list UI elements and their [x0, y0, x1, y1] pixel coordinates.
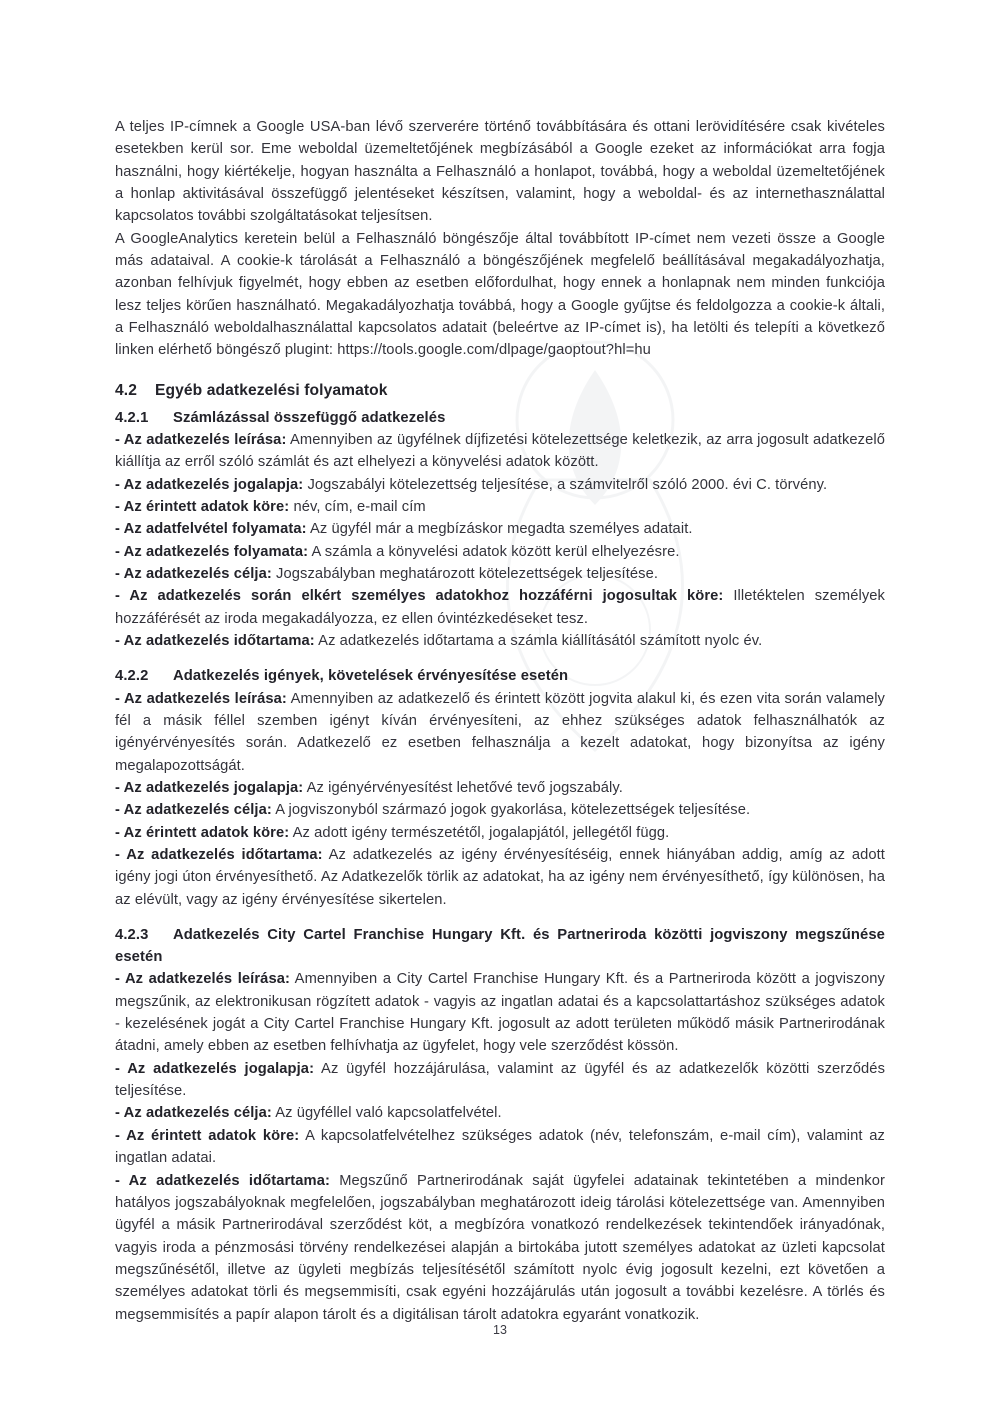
item-adatkezeles-jogalapja — [115, 777, 885, 799]
item-erintett-adatok-kore — [115, 496, 885, 518]
item-label: - Az adatkezelés jogalapja: — [115, 1060, 315, 1077]
item-text: név, cím, e-mail cím — [289, 499, 426, 515]
item-label: - Az adatkezelés időtartama: — [115, 633, 315, 650]
item-adatkezeles-leirasa — [115, 688, 885, 777]
item-label: - Az adatkezelés folyamata: — [115, 543, 309, 560]
item-label: - Az adatkezelés időtartama: — [115, 1172, 330, 1189]
subsection-title: Adatkezelés City Cartel Franchise Hungary Kft. és Partneriroda közötti jogviszony megszűnése esetén — [115, 927, 885, 966]
section-heading-4-2 — [115, 382, 885, 400]
subsection-number: 4.2.1 — [115, 409, 149, 426]
item-label: - Az adatkezelés célja: — [115, 1105, 272, 1122]
item-text: Az ügyfél már a megbízáskor megadta személyes adatait. — [306, 521, 693, 538]
subsection-heading-4-2-3 — [115, 924, 885, 968]
subsection-number: 4.2.3 — [115, 927, 149, 944]
item-text: A kapcsolatfelvételhez szükséges adatok (név, telefonszám, e-mail cím), valamint az ingatlan adatai. — [115, 1127, 885, 1167]
item-adatkezeles-jogalapja — [115, 1058, 885, 1103]
item-adatkezeles-celja — [115, 799, 885, 821]
item-adatkezeles-leirasa — [115, 429, 885, 474]
item-label: - Az adatfelvétel folyamata: — [115, 521, 307, 538]
page-number: 13 — [493, 1323, 507, 1337]
item-text: Az ügyfél hozzájárulása, valamint az ügyfél és az adatkezelők közötti szerződés teljesítése. — [115, 1060, 886, 1100]
item-text: Amennyiben az ügyfélnek díjfizetési kötelezettsége keletkezik, az arra jogosult adatkezelő kiállítja az erről szóló számlát és azt elhelyezi a könyvelési adatok között. — [115, 431, 885, 471]
item-adatkezeles-jogalapja — [115, 474, 885, 496]
item-text: A számla a könyvelési adatok között kerül elhelyezésre. — [308, 543, 680, 560]
item-text: A jogviszonyból származó jogok gyakorlása, kötelezettségek teljesítése. — [271, 802, 751, 819]
item-erintett-adatok-kore — [115, 822, 885, 844]
item-erintett-adatok-kore — [115, 1125, 885, 1170]
item-adatkezeles-idotartama — [115, 844, 885, 911]
item-label: - Az érintett adatok köre: — [115, 1127, 300, 1144]
item-adatkezeles-idotartama — [115, 630, 885, 652]
item-text: Illetéktelen személyek hozzáférését az iroda megakadályozza, ez ellen óvintézkedéseket tesz. — [115, 588, 885, 627]
item-adatkezeles-celja — [115, 1102, 885, 1124]
section-number: 4.2 — [115, 381, 137, 399]
item-text: Az adott igény természetétől, jogalapjától, jellegétől függ. — [289, 824, 670, 841]
item-label: - Az adatkezelés leírása: — [115, 431, 287, 448]
item-text: Amennyiben az adatkezelő és érintett között jogvita alakul ki, és ezen vita során valamely fél a másik féllel szemben igényt kíván érvényesíteni, az ehhez szükséges adatok felhasználhatók az igényérvényesítés során. Adatkezelő ez esetben felhasználja a kezelt adatokat, hogy bizonyítsa az igény megalapozottságát. — [115, 690, 885, 774]
subsection-title: Számlázással összefüggő adatkezelés — [173, 409, 446, 426]
item-adatkezeles-folyamata — [115, 541, 885, 563]
paragraph-google-ip: A teljes IP-címnek a Google USA-ban lévő szerverére történő továbbítására és ottani lerövidítésére csak kivételes esetekben kerül sor. Eme weboldal üzemeltetőjének megbízásából a Google ezeket az információkat arra fogja használni, hogy kiértékelje, hogyan használta a Felhasználó a honlapot, továbbá, hogy a weboldal üzemeltetőjének a honlap aktivitásával összefüggő jelentéseket készítsen, valamint, hogy a weboldal- és az internethasználattal kapcsolatos további szolgáltatásokat teljesítsen. — [115, 119, 885, 225]
item-label: - Az adatkezelés célja: — [115, 802, 272, 819]
section-title: Egyéb adatkezelési folyamatok — [155, 381, 388, 399]
item-adatkezeles-leirasa — [115, 968, 885, 1057]
item-label: - Az adatkezelés során elkért személyes adatokhoz hozzáférni jogosultak köre: — [115, 588, 724, 605]
subsection-heading-4-2-2 — [115, 665, 885, 687]
item-label: - Az adatkezelés jogalapja: — [115, 779, 304, 796]
item-text: Az igényérvényesítést lehetővé tevő jogszabály. — [303, 779, 623, 796]
item-text: Az ügyféllel való kapcsolatfelvétel. — [271, 1105, 502, 1122]
item-text: Amennyiben a City Cartel Franchise Hungary Kft. és a Partneriroda között a jogviszony megszűnik, az elektronikusan rögzített adatok - vagyis az ingatlan adatai és a kapcsolattartáshoz szükséges adatok - kezelésének jogát a City Cartel Franchise Hungary Kft. jogosult az adott területen működő másik Partnerirodának átadni, amely ebben az esetben felhívhatja az ügyfelet, hogy vele szerződést kössön. — [115, 971, 885, 1055]
item-text: Az adatkezelés időtartama a számla kiállításától számított nyolc év. — [314, 633, 763, 650]
item-label: - Az adatkezelés jogalapja: — [115, 476, 304, 493]
item-adatkezeles-celja — [115, 563, 885, 585]
item-adatkezeles-idotartama — [115, 1170, 885, 1326]
item-hozzaferok-kore — [115, 585, 885, 630]
item-label: - Az adatkezelés időtartama: — [115, 847, 323, 863]
item-label: - Az adatkezelés leírása: — [115, 690, 287, 707]
subsection-number: 4.2.2 — [115, 668, 149, 685]
item-adatfelvetel-folyamata — [115, 518, 885, 540]
item-text: Megszűnő Partnerirodának saját ügyfelei adatainak tekintetében a mindenkor hatályos jogszabályoknak megfelelően, jogszabályban meghatározott ideig tárolási kötelezettsége van. Amennyiben ügyfél a másik Partnerirodával szerződést köt, a megbízóra vonatkozó rendelkezések tekintendőek irányadónak, vagyis iroda a pénzmosási törvény rendelkezései alapján a birtokába jutott személyes adatokat az üzleti kapcsolat megszűnésétől, illetve az ügyleti megbízás teljesítésétől számított nyolc évig jogosult kezelni, ezt követően a személyes adatokat törli és megsemmisíti, csak egyéni hozzájárulás után jogosult a további kezelésre. A törlés és megsemmisítés a papír alapon tárolt és a digitálisan tárolt adatokra egyaránt vonatkozik. — [115, 1172, 885, 1323]
item-label: - Az adatkezelés célja: — [115, 566, 272, 583]
item-text: Az adatkezelés az igény érvényesítéséig, ennek hiányában addig, amíg az adott igény jogi úton érvényesíthető. Az Adatkezelők törlik az adatokat, ha az igény nem érvényesíthető, így különösen, ha az elévült, vagy az igény érvényesítése sikertelen. — [115, 847, 885, 908]
document-body — [115, 116, 885, 1326]
item-text: Jogszabályban meghatározott kötelezettségek teljesítése. — [271, 566, 659, 583]
item-label: - Az érintett adatok köre: — [115, 499, 290, 515]
item-text: Jogszabályi kötelezettség teljesítése, a számvitelről szóló 2000. évi C. törvény. — [303, 476, 828, 493]
subsection-heading-4-2-1 — [115, 407, 885, 429]
paragraph-google-analytics: A GoogleAnalytics keretein belül a Felhasználó böngészője által továbbított IP-címet nem vezeti össze a Google más adataival. A cookie-k tárolását a Felhasználó a böngészőjének megfelelő beállításával megakadályozhatja, azonban felhívjuk figyelmét, hogy ebben az esetben előfordulhat, hogy ennek a honlapnak nem minden funkciója lesz teljes körűen használható. Megakadályozhatja továbbá, hogy a Google gyűjtse és feldolgozza a cookie-k általi, a Felhasználó weboldalhasználattal kapcsolatos adatait (beleértve az IP-címet is), ha letölti és telepíti a következő linken elérhető böngésző plugint: https://tools.google.com/dlpage/gaoptout?hl=hu — [115, 230, 885, 359]
subsection-title: Adatkezelés igények, követelések érvényesítése esetén — [173, 668, 569, 685]
item-label: - Az érintett adatok köre: — [115, 824, 290, 841]
item-label: - Az adatkezelés leírása: — [115, 971, 290, 988]
